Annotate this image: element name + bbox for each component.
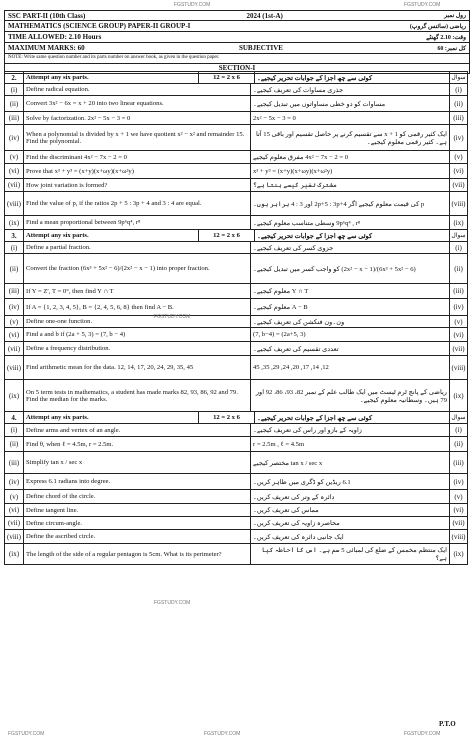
part-english: Convert 3x² − 6x = x + 20 into two linear equations. bbox=[24, 96, 251, 111]
part-number: (vii) bbox=[5, 517, 24, 529]
question-part-row bbox=[4, 474, 468, 490]
part-english: If A = {1, 2, 3, 4, 5}, B = {2, 4, 5, 6, 8} then find A − B. bbox=[24, 299, 251, 315]
part-number-urdu: (viii) bbox=[451, 532, 466, 541]
part-number: (ix) bbox=[5, 380, 24, 411]
part-number-urdu: (iv) bbox=[453, 303, 464, 311]
question-part-row bbox=[4, 490, 468, 504]
part-number-urdu: (vi) bbox=[453, 506, 464, 514]
part-number-urdu: (ii) bbox=[454, 99, 463, 108]
part-english: Solve by factorization. 2x² − 5x − 3 = 0 bbox=[24, 112, 251, 124]
question-title-urdu: کوئی سے چھ اجزا کے جوابات تحریر کیجیے۔ bbox=[255, 230, 450, 241]
part-number-urdu: (i) bbox=[455, 85, 462, 94]
part-urdu: 12, 14, 17, 20, 24, 29, 35, 45 bbox=[251, 356, 450, 379]
question-number: 3. bbox=[5, 230, 24, 241]
part-number-urdu: (ix) bbox=[453, 391, 464, 400]
part-urdu: ایک منتظم مخمس کے ضلع کی لمبائی 5 سم ہے۔ اس کا احاطہ کیا ہے؟ bbox=[251, 544, 450, 564]
question-part-row bbox=[4, 254, 468, 284]
question-title: Attempt any six parts. bbox=[24, 72, 199, 83]
part-number-urdu: (ix) bbox=[453, 218, 464, 227]
part-urdu: دائرہ کے وتر کی تعریف کریں۔ bbox=[251, 490, 450, 503]
question-number-urdu: سوال bbox=[451, 233, 466, 239]
part-number-urdu: (ii) bbox=[454, 440, 463, 448]
part-english: Convert the fraction (6x³ + 5x² − 6)/(2x² − x − 1) into proper fraction. bbox=[24, 254, 251, 283]
part-english: On 5 term tests in mathematics, a student has made marks 82, 93, 86, 92 and 79. Find the median for the marks. bbox=[24, 380, 251, 411]
part-number-urdu: (iii) bbox=[453, 458, 464, 467]
part-english: Define chord of the circle. bbox=[24, 490, 251, 503]
part-number: (vii) bbox=[5, 342, 24, 355]
part-english: Find a mean proportional between 9p⁶q⁴, r⁸ bbox=[24, 216, 251, 229]
question-marks: 12 = 2 x 6 bbox=[199, 230, 255, 241]
part-urdu: مشترک تغیر کیسے بنتا ہے؟ bbox=[251, 179, 450, 191]
part-urdu: جزوی کسر کی تعریف کیجیے۔ bbox=[251, 242, 450, 253]
part-number-urdu: (ix) bbox=[453, 550, 464, 558]
part-number: (ii) bbox=[5, 437, 24, 451]
part-number: (iii) bbox=[5, 112, 24, 124]
part-urdu: زاویہ کے بازو اور راس کی تعریف کیجیے۔ bbox=[251, 424, 450, 436]
part-number-urdu: (v) bbox=[454, 492, 463, 501]
class-line: SSC PART-II (10th Class) bbox=[8, 11, 86, 20]
question-part-row bbox=[4, 380, 468, 412]
question-part-row bbox=[4, 112, 468, 125]
question-marks: 12 = 2 x 6 bbox=[199, 412, 255, 423]
time-allowed: TIME ALLOWED: 2.10 Hours bbox=[8, 33, 102, 41]
watermark-mid-2: FGSTUDY.COM bbox=[154, 600, 191, 606]
part-english: Define a frequency distribution. bbox=[24, 342, 251, 355]
part-english: Simplify tan x / sec x bbox=[24, 452, 251, 473]
year-label: 2024 (1st-A) bbox=[246, 11, 283, 20]
marks-urdu: کل نمبر: 60 bbox=[437, 45, 466, 52]
part-number-urdu: (v) bbox=[454, 317, 463, 326]
part-number-urdu: (vi) bbox=[453, 330, 464, 339]
part-number: (v) bbox=[5, 490, 24, 503]
question-part-row bbox=[4, 125, 468, 151]
part-urdu: ون۔ون فنکشن کی تعریف کیجیے۔ bbox=[251, 316, 450, 327]
header-box bbox=[4, 10, 470, 74]
part-urdu: تعددی تقسیم کی تعریف کیجیے۔ bbox=[251, 342, 450, 355]
question-title: Attempt any six parts. bbox=[24, 230, 199, 241]
part-urdu: محاصرہ زاویہ کی تعریف کریں۔ bbox=[251, 517, 450, 529]
part-english: Find a and b if (2a + 5, 3) = (7, b − 4) bbox=[24, 328, 251, 341]
question-part-row bbox=[4, 96, 468, 112]
instructions-note: NOTE: Write same question number and its parts number on answer book, as given in the question paper. bbox=[5, 53, 469, 63]
part-english: Find the discriminant 4x² − 7x − 2 = 0 bbox=[24, 151, 251, 163]
part-english: When a polynomial is divided by x + 1 we have quotient x² − x² and remainder 15. Find the polynomial. bbox=[24, 125, 251, 150]
part-english: Define the ascribed circle. bbox=[24, 530, 251, 543]
question-header-q3 bbox=[4, 230, 468, 242]
part-urdu: x³ + y³ = (x+y)(x+ωy)(x+ω²y) bbox=[251, 164, 450, 178]
part-urdu: p کی قیمت معلوم کیجیے اگر 2p+5 : 3p+4 اور 3 : 4 برابر ہوں۔ bbox=[251, 192, 450, 215]
question-part-row bbox=[4, 424, 468, 437]
part-number: (ii) bbox=[5, 254, 24, 283]
watermark-bottom-right: FGSTUDY.COM bbox=[404, 731, 441, 737]
subject-urdu: ریاضی (سائنس گروپ) bbox=[409, 23, 466, 30]
watermark-bottom-left: FGSTUDY.COM bbox=[8, 731, 45, 737]
part-number: (ii) bbox=[5, 96, 24, 111]
part-number-urdu: (vii) bbox=[452, 519, 465, 527]
question-part-row bbox=[4, 504, 468, 517]
part-urdu: ایک جانبی دائرہ کی تعریف کریں۔ bbox=[251, 530, 450, 543]
part-number: (i) bbox=[5, 242, 24, 253]
question-marks: 12 = 2 x 6 bbox=[199, 72, 255, 83]
question-part-row bbox=[4, 299, 468, 316]
part-number: (v) bbox=[5, 151, 24, 163]
question-part-row bbox=[4, 517, 468, 530]
part-number: (iii) bbox=[5, 452, 24, 473]
part-english: Find the value of p, if the ratios 2p + 5 : 3p + 4 and 3 : 4 are equal. bbox=[24, 192, 251, 215]
part-number-urdu: (ii) bbox=[454, 264, 463, 273]
part-english: Define a partial fraction. bbox=[24, 242, 251, 253]
watermark-top-right: FGSTUDY.COM bbox=[404, 2, 441, 8]
part-english: Define one-one function. bbox=[24, 316, 251, 327]
question-header-q4 bbox=[4, 412, 468, 424]
time-urdu: وقت: 2.10 گھنٹے bbox=[426, 34, 466, 41]
question-part-row bbox=[4, 544, 468, 565]
part-urdu: Y ∩ T معلوم کیجیے۔ bbox=[251, 284, 450, 298]
watermark-mid-1: FGSTUDY.COM bbox=[154, 314, 191, 320]
part-urdu: ایک کثیر رقمی کو x + 1 سے تقسیم کرنے پر حاصل تقسیم اور باقی 15 آتا ہے۔ کثیر رقمی معلوم کیجیے۔ bbox=[251, 125, 450, 150]
part-english: The length of the side of a regular pentagon is 5cm. What is its perimeter? bbox=[24, 544, 251, 564]
question-part-row bbox=[4, 342, 468, 356]
part-urdu: (6x³ + 5x² − 6)/(2x² − x − 1) کو واجب کسر میں تبدیل کیجیے۔ bbox=[251, 254, 450, 283]
part-urdu: مساوات کو دو خطی مساواتوں میں تبدیل کیجیے۔ bbox=[251, 96, 450, 111]
part-urdu: (2a+5, 3) = (7, b−4) bbox=[251, 328, 450, 341]
question-part-row bbox=[4, 284, 468, 299]
question-number-urdu: سوال bbox=[451, 415, 466, 421]
question-title: Attempt any six parts. bbox=[24, 412, 199, 423]
part-number-urdu: (v) bbox=[454, 153, 463, 161]
part-number: (iv) bbox=[5, 299, 24, 315]
question-part-row bbox=[4, 452, 468, 474]
part-number-urdu: (iv) bbox=[453, 133, 464, 142]
question-number-urdu: سوال bbox=[451, 75, 466, 81]
part-urdu: 6.1 ریڈین کو ڈگری میں ظاہر کریں۔ bbox=[251, 474, 450, 489]
roll-no-urdu: رول نمبر bbox=[444, 13, 466, 19]
max-marks: MAXIMUM MARKS: 60 bbox=[8, 44, 85, 52]
question-part-row bbox=[4, 530, 468, 544]
part-number: (vii) bbox=[5, 179, 24, 191]
question-title-urdu: کوئی سے چھ اجزا کے جوابات تحریر کیجیے۔ bbox=[255, 412, 450, 423]
part-english: Prove that x³ + y³ = (x+y)(x+ωy)(x+ω²y) bbox=[24, 164, 251, 178]
question-part-row bbox=[4, 84, 468, 96]
part-urdu: tan x / sec x مختصر کیجیے bbox=[251, 452, 450, 473]
exam-paper bbox=[4, 2, 470, 739]
part-number: (vi) bbox=[5, 328, 24, 341]
watermark-top: FGSTUDY.COM bbox=[174, 2, 211, 8]
watermark-bottom-mid: FGSTUDY.COM bbox=[204, 731, 241, 737]
part-urdu: 9p⁶q⁴ , r⁸ وسطی متناسب معلوم کیجیے۔ bbox=[251, 216, 450, 229]
question-header-q2 bbox=[4, 72, 468, 84]
part-english: Define tangent line. bbox=[24, 504, 251, 516]
part-number-urdu: (iii) bbox=[453, 287, 464, 295]
part-number: (ix) bbox=[5, 216, 24, 229]
question-part-row bbox=[4, 192, 468, 216]
part-number: (viii) bbox=[5, 356, 24, 379]
question-part-row bbox=[4, 316, 468, 328]
part-urdu: 4x² − 7x − 2 = 0 مفرق معلوم کیجیے bbox=[251, 151, 450, 163]
part-english: Find arithmetic mean for the data. 12, 14, 17, 20, 24, 29, 35, 45 bbox=[24, 356, 251, 379]
part-number-urdu: (vii) bbox=[452, 344, 465, 353]
part-urdu: A − B معلوم کیجیے۔ bbox=[251, 299, 450, 315]
part-number-urdu: (viii) bbox=[451, 363, 466, 372]
part-english: How joint variation is formed? bbox=[24, 179, 251, 191]
part-number: (vi) bbox=[5, 164, 24, 178]
part-number-urdu: (vii) bbox=[452, 181, 465, 189]
part-number: (i) bbox=[5, 84, 24, 95]
part-urdu: مماس کی تعریف کریں۔ bbox=[251, 504, 450, 516]
question-part-row bbox=[4, 356, 468, 380]
question-part-row bbox=[4, 216, 468, 230]
questions-area bbox=[4, 71, 468, 565]
question-part-row bbox=[4, 242, 468, 254]
part-english: Define circum-angle. bbox=[24, 517, 251, 529]
part-number: (ix) bbox=[5, 544, 24, 564]
part-number: (viii) bbox=[5, 192, 24, 215]
part-number-urdu: (vi) bbox=[453, 167, 464, 175]
part-number: (iii) bbox=[5, 284, 24, 298]
question-title-urdu: کوئی سے چھ اجزا کے جوابات تحریر کیجیے۔ bbox=[255, 72, 450, 83]
question-part-row bbox=[4, 437, 468, 452]
part-english: If Y = Z′, T = 0°, then find Y ∩ T bbox=[24, 284, 251, 298]
part-urdu: جذری مساوات کی تعریف کیجیے۔ bbox=[251, 84, 450, 95]
pto-label: P.T.O bbox=[439, 720, 456, 728]
part-number-urdu: (i) bbox=[455, 426, 462, 434]
part-urdu: 2x² − 5x − 3 = 0 bbox=[251, 112, 450, 124]
part-number-urdu: (iv) bbox=[453, 477, 464, 486]
subjective-label: SUBJECTIVE bbox=[238, 44, 283, 52]
part-number-urdu: (iii) bbox=[453, 114, 464, 122]
question-number: 2. bbox=[5, 72, 24, 83]
part-number: (iv) bbox=[5, 125, 24, 150]
part-english: Define arms and vertex of an angle. bbox=[24, 424, 251, 436]
question-part-row bbox=[4, 164, 468, 179]
part-urdu: ریاضی کے پانچ ٹرم ٹیسٹ میں ایک طالب علم کے نمبر 82، 93، 86، 92 اور 79 ہیں۔ وسطانیہ معلوم کیجیے۔ bbox=[251, 380, 450, 411]
question-part-row bbox=[4, 179, 468, 192]
question-number: 4. bbox=[5, 412, 24, 423]
part-number: (viii) bbox=[5, 530, 24, 543]
part-number: (i) bbox=[5, 424, 24, 436]
part-number: (v) bbox=[5, 316, 24, 327]
part-number: (vi) bbox=[5, 504, 24, 516]
question-part-row bbox=[4, 151, 468, 164]
part-number-urdu: (viii) bbox=[451, 199, 466, 208]
question-part-row bbox=[4, 328, 468, 342]
subject-line: MATHEMATICS (SCIENCE GROUP) PAPER-II GROUP-I bbox=[8, 22, 191, 30]
part-urdu: r = 2.5m , ℓ = 4.5m bbox=[251, 437, 450, 451]
section-title: SECTION-I bbox=[5, 63, 469, 73]
part-english: Express 6.1 radians into degree. bbox=[24, 474, 251, 489]
part-english: Define radical equation. bbox=[24, 84, 251, 95]
part-number-urdu: (i) bbox=[455, 243, 462, 252]
part-number: (iv) bbox=[5, 474, 24, 489]
part-english: Find θ, when ℓ = 4.5m, r = 2.5m. bbox=[24, 437, 251, 451]
